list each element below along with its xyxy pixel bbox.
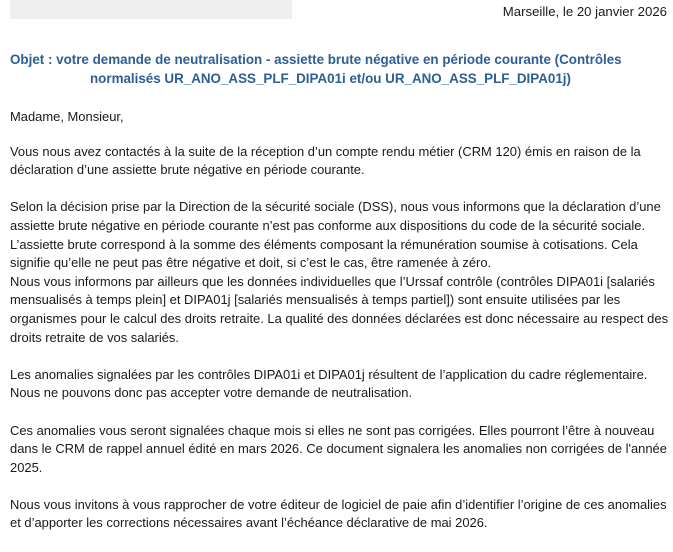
- subject-line: [10, 51, 672, 88]
- letter-body: [10, 108, 672, 552]
- paragraph-retirement-data: Nous vous informons par ailleurs que les données individuelles que l’Urssaf contrôle (contrôles DIPA01i [salariés mensualisés à temps plein] et DIPA01j [salariés mensualisés à temps partiel]) sont ensuite utilisées par les organismes pour le calcul des droits retraite. La qualité des données déclarées est donc nécessaire au respect des droits retraite de vos salariés.: [10, 273, 669, 345]
- salutation: Madame, Monsieur,: [10, 109, 124, 124]
- paragraph-refusal: Les anomalies signalées par les contrôles DIPA01i et DIPA01j résultent de l’application du cadre réglementaire. Nous ne pouvons donc pas accepter votre demande de neutralisation.: [10, 366, 648, 401]
- paragraph-invitation: Nous vous invitons à vous rapprocher de votre éditeur de logiciel de paie afin d’identifier l’origine de ces anomalies et d’apporter les corrections nécessaires avant l’échéance déclarative de mai 2026.: [10, 496, 667, 531]
- redacted-address-bar: [10, 0, 292, 19]
- subject-line-1: Objet : votre demande de neutralisation - assiette brute négative en période courante (Contrôles: [10, 52, 622, 67]
- paragraph-dss-decision: Selon la décision prise par la Direction de la sécurité sociale (DSS), nous vous informons que la déclaration d’une assiette brute négative en période courante n’est pas conforme aux dispositions du code de la sécurité sociale. L’assiette brute correspond à la somme des éléments composant la rémunération soumise à cotisations. Cela signifie qu’elle ne peut pas être négative et doit, si c’est le cas, être ramenée à zéro.: [10, 199, 661, 271]
- paragraph-crm-context: Vous nous avez contactés à la suite de la réception d’un compte rendu métier (CRM 120) émis en raison de la déclaration d’une assiette brute négative en période courante.: [10, 143, 641, 178]
- paragraph-reminder: Ces anomalies vous seront signalées chaque mois si elles ne sont pas corrigées. Elles pourront l’être à nouveau dans le CRM de rappel annuel édité en mars 2026. Ce document signalera les anomalies non corrigées de l'année 2025.: [10, 422, 667, 475]
- date-line: Marseille, le 20 janvier 2026: [502, 4, 667, 19]
- subject-line-2: normalisés UR_ANO_ASS_PLF_DIPA01i et/ou UR_ANO_ASS_PLF_DIPA01j): [90, 70, 571, 86]
